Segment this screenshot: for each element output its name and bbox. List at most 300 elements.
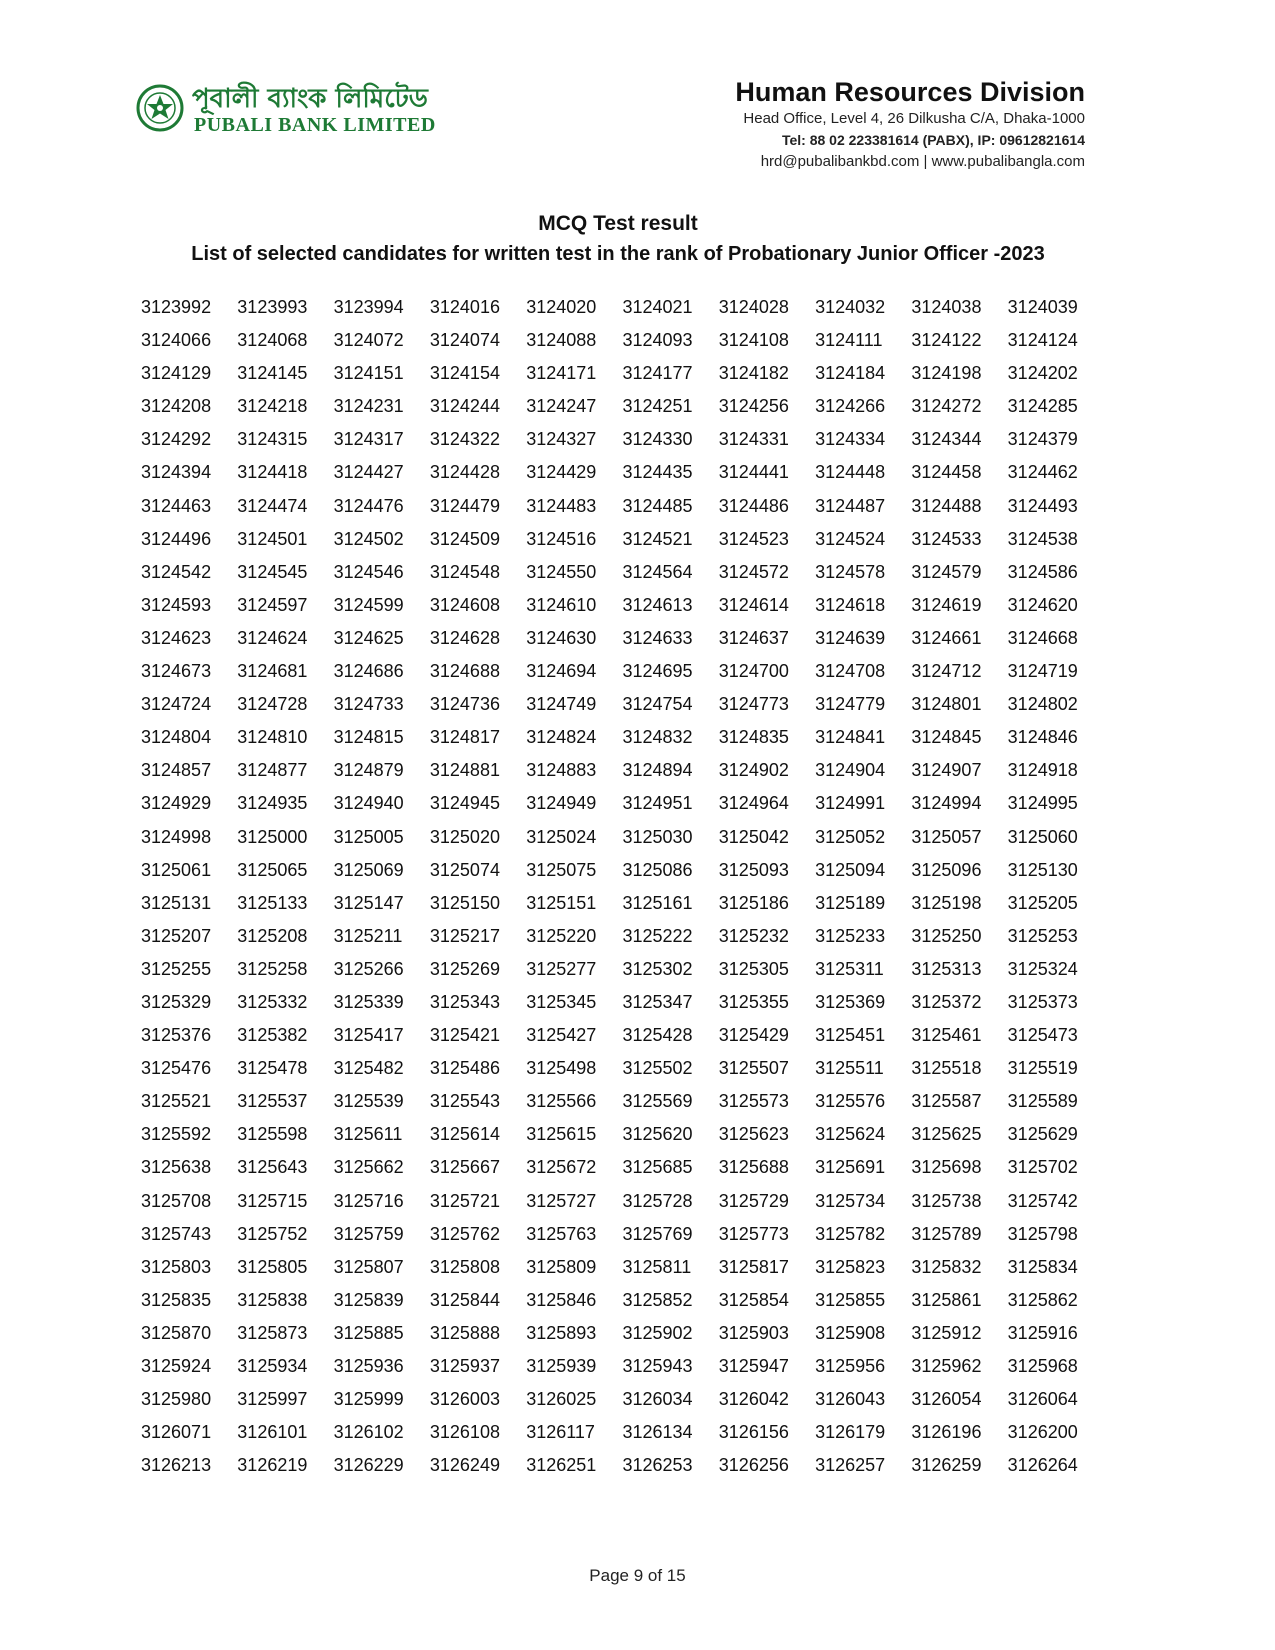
roll-number-cell: 3125258 [237,958,308,979]
roll-number-cell: 3124991 [815,793,886,814]
roll-number-cell: 3124810 [237,727,308,748]
roll-number-cell: 3125734 [815,1190,886,1211]
roll-number-cell: 3125862 [1007,1289,1078,1310]
roll-number-cell: 3125769 [622,1223,693,1244]
roll-number-cell: 3124964 [718,793,789,814]
roll-number-cell: 3124625 [333,627,404,648]
roll-number-cell: 3125539 [333,1091,404,1112]
roll-number-cell: 3125939 [526,1356,597,1376]
roll-number-cell: 3124846 [1007,727,1078,748]
roll-number-cell: 3125065 [237,859,308,880]
roll-number-cell: 3124177 [622,363,693,384]
roll-number-cell: 3126213 [141,1455,212,1476]
roll-number-cell: 3124509 [429,528,500,549]
office-address: Head Office, Level 4, 26 Dilkusha C/A, Dhaka-1000 [743,110,1085,127]
roll-number-cell: 3125519 [1007,1058,1078,1079]
roll-number-cell: 3125698 [911,1157,982,1178]
roll-number-cell: 3124429 [526,462,597,483]
roll-number-cell: 3125347 [622,991,693,1012]
roll-number-cell: 3125903 [718,1322,789,1343]
roll-number-cell: 3124835 [718,727,789,748]
roll-number-cell: 3126102 [333,1422,404,1443]
roll-number-cell: 3125233 [815,925,886,946]
roll-number-cell: 3124488 [911,495,982,516]
roll-number-cell: 3125000 [237,826,308,847]
roll-number-cell: 3125752 [237,1223,308,1244]
roll-number-cell: 3124292 [141,429,212,450]
roll-number-cell: 3125094 [815,859,886,880]
page-number: Page 9 of 15 [589,1566,686,1585]
roll-number-cell: 3125507 [718,1058,789,1079]
roll-number-cell: 3124516 [526,528,597,549]
roll-number-cell: 3125476 [141,1058,212,1079]
roll-number-cell: 3125893 [526,1322,597,1343]
roll-number-cell: 3124613 [622,594,693,615]
roll-number-cell: 3124637 [718,627,789,648]
roll-number-cell: 3126025 [526,1389,597,1410]
roll-number-cell: 3125074 [429,859,500,880]
roll-number-cell: 3124448 [815,462,886,483]
roll-number-cell: 3125729 [718,1190,789,1211]
roll-number-cell: 3124824 [526,727,597,748]
roll-number-cell: 3124462 [1007,462,1078,483]
roll-number-cell: 3125589 [1007,1091,1078,1112]
roll-number-cell: 3124521 [622,528,693,549]
roll-number-cell: 3125811 [622,1256,692,1277]
roll-number-cell: 3125131 [141,892,212,913]
roll-number-cell: 3126179 [815,1422,886,1443]
roll-number-cell: 3125721 [429,1190,500,1211]
roll-number-cell: 3125537 [237,1091,308,1112]
document-title: MCQ Test result [538,212,698,235]
roll-number-cell: 3125502 [622,1058,693,1079]
roll-number-cell: 3125250 [911,925,982,946]
roll-number-cell: 3124108 [718,330,789,351]
roll-number-cell: 3124111 [815,330,883,351]
bank-emblem-icon [136,84,184,132]
roll-number-cell: 3124857 [141,760,212,781]
roll-number-cell: 3125807 [333,1256,404,1277]
roll-number-cell: 3124502 [333,528,404,549]
roll-number-cell: 3125832 [911,1256,982,1277]
roll-number-cell: 3125672 [526,1157,597,1178]
roll-number-cell: 3124564 [622,561,693,582]
roll-number-cell: 3124315 [237,429,308,450]
roll-number-cell: 3124779 [815,694,886,715]
roll-number-cell: 3124623 [141,627,212,648]
roll-number-cell: 3124435 [622,462,693,483]
roll-number-cell: 3125738 [911,1190,982,1211]
roll-number-cell: 3125498 [526,1058,597,1079]
roll-number-cell: 3124458 [911,462,982,483]
roll-number-cell: 3125727 [526,1190,597,1211]
roll-number-cell: 3124327 [526,429,597,450]
roll-number-cell: 3124804 [141,727,212,748]
roll-number-cell: 3124694 [526,661,597,682]
roll-number-cell: 3124331 [718,429,789,450]
roll-number-cell: 3125611 [333,1124,403,1145]
roll-number-cell: 3126054 [911,1389,982,1410]
phone-line: Tel: 88 02 223381614 (PABX), IP: 09612821614 [781,132,1085,148]
roll-number-cell: 3124330 [622,429,693,450]
roll-number-cell: 3125198 [911,892,982,913]
roll-number-cell: 3125057 [911,826,982,847]
roll-number-cell: 3125133 [237,892,308,913]
roll-number-cell: 3125852 [622,1289,693,1310]
roll-number-cell: 3124129 [141,363,212,384]
roll-number-cell: 3125615 [526,1124,597,1145]
roll-number-cell: 3125186 [718,892,789,913]
roll-number-cell: 3124673 [141,661,212,682]
roll-number-cell: 3126134 [622,1422,693,1443]
roll-number-cell: 3125427 [526,1025,597,1046]
roll-number-cell: 3124068 [237,330,308,351]
roll-number-cell: 3124754 [622,694,693,715]
roll-number-cell: 3125873 [237,1322,308,1343]
roll-number-cell: 3125782 [815,1223,886,1244]
roll-number-cell: 3125908 [815,1322,886,1343]
roll-number-cell: 3124661 [911,627,982,648]
roll-number-cell: 3124066 [141,330,212,351]
roll-number-cell: 3124171 [526,363,597,384]
roll-number-cell: 3125943 [622,1356,693,1376]
roll-number-cell: 3125355 [718,991,789,1012]
roll-number-cell: 3124708 [815,661,886,682]
roll-number-cell: 3125130 [1007,859,1078,880]
roll-number-cell: 3124317 [333,429,404,450]
roll-number-cell: 3124493 [1007,495,1078,516]
roll-number-cell: 3124020 [526,297,597,317]
roll-number-cell: 3125417 [333,1025,404,1046]
roll-number-cell: 3125421 [429,1025,500,1046]
roll-number-cell: 3124202 [1007,363,1078,384]
roll-number-cell: 3125042 [718,826,789,847]
roll-number-cell: 3124894 [622,760,693,781]
roll-number-cell: 3124712 [911,661,982,682]
roll-number-cell: 3124817 [429,727,500,748]
logo-bangla-text: পূবালী ব্যাংক লিমিটেড [192,84,428,114]
roll-number-cell: 3125566 [526,1091,597,1112]
roll-number-cell: 3125742 [1007,1190,1078,1211]
roll-number-cell: 3124208 [141,396,212,417]
roll-number-cell: 3125844 [429,1289,500,1310]
roll-number-cell: 3124038 [911,297,982,317]
roll-number-cell: 3125763 [526,1223,597,1244]
roll-number-cell: 3125161 [622,892,693,913]
roll-number-cell: 3124533 [911,528,982,549]
roll-number-cell: 3125625 [911,1124,982,1145]
roll-number-cell: 3125598 [237,1124,308,1145]
roll-number-cell: 3124272 [911,396,982,417]
logo-english-text: PUBALI BANK LIMITED [194,114,436,136]
roll-number-cell: 3125587 [911,1091,982,1112]
roll-number-cell: 3124586 [1007,561,1078,582]
roll-number-cell: 3124479 [429,495,500,516]
roll-number-cell: 3124021 [622,297,693,317]
roll-number-cell: 3124599 [333,594,404,615]
roll-number-cell: 3124610 [526,594,597,615]
roll-number-cell: 3124427 [333,462,404,483]
roll-number-cell: 3124028 [718,297,789,317]
roll-number-cell: 3125947 [718,1356,789,1376]
roll-number-cell: 3124285 [1007,396,1078,417]
roll-number-cell: 3125428 [622,1025,693,1046]
roll-number-cell: 3125060 [1007,826,1078,847]
roll-number-cell: 3124945 [429,793,500,814]
roll-number-cell: 3125576 [815,1091,886,1112]
roll-number-cell: 3124394 [141,462,212,483]
roll-number-cell: 3124093 [622,330,693,351]
roll-number-cell: 3125962 [911,1356,982,1376]
roll-number-cell: 3126251 [526,1455,597,1476]
roll-number-cell: 3125189 [815,892,886,913]
roll-number-cell: 3126219 [237,1455,308,1476]
roll-number-cell: 3124579 [911,561,982,582]
roll-number-cell: 3124501 [237,528,308,549]
roll-number-cell: 3125373 [1007,991,1078,1012]
roll-number-cell: 3125269 [429,958,500,979]
roll-number-cell: 3124608 [429,594,500,615]
roll-number-cell: 3124695 [622,661,693,682]
roll-number-cell: 3125222 [622,925,693,946]
roll-number-cell: 3124198 [911,363,982,384]
roll-number-cell: 3125835 [141,1289,212,1310]
roll-number-cell: 3125798 [1007,1223,1078,1244]
roll-number-cell: 3125861 [911,1289,982,1310]
roll-number-cell: 3124628 [429,627,500,648]
roll-number-cell: 3125486 [429,1058,500,1079]
roll-number-cell: 3125624 [815,1124,886,1145]
roll-number-cell: 3124476 [333,495,404,516]
roll-number-cell: 3126200 [1007,1422,1078,1443]
roll-number-cell: 3125912 [911,1322,982,1343]
roll-number-cell: 3124483 [526,495,597,516]
roll-number-cell: 3124088 [526,330,597,351]
roll-number-cell: 3125313 [911,958,982,979]
roll-number-cell: 3124902 [718,760,789,781]
roll-number-cell: 3124441 [718,462,789,483]
roll-number-cell: 3124619 [911,594,982,615]
roll-number-cell: 3124322 [429,429,500,450]
roll-number-cell: 3124032 [815,297,886,317]
roll-number-cell: 3125024 [526,826,597,847]
roll-number-cell: 3124633 [622,627,693,648]
roll-number-cell: 3124951 [622,793,693,814]
roll-number-cell: 3125823 [815,1256,886,1277]
roll-number-cell: 3126256 [718,1455,789,1476]
roll-number-cell: 3125096 [911,859,982,880]
roll-number-cell: 3124182 [718,363,789,384]
roll-number-cell: 3125936 [333,1356,404,1376]
roll-number-cell: 3126043 [815,1389,886,1410]
roll-number-cell: 3124883 [526,760,597,781]
roll-number-cell: 3125937 [429,1356,500,1376]
roll-number-cell: 3126071 [141,1422,212,1443]
roll-number-cell: 3124686 [333,661,404,682]
roll-number-cell: 3126259 [911,1455,982,1476]
roll-number-cell: 3124247 [526,396,597,417]
roll-number-cell: 3124681 [237,661,308,682]
roll-number-cell: 3125997 [237,1389,308,1410]
roll-number-cell: 3125217 [429,925,500,946]
document-subtitle: List of selected candidates for written test in the rank of Probationary Junior Officer -2023 [191,243,1045,265]
roll-number-cell: 3124733 [333,694,404,715]
roll-number-cell: 3124072 [333,330,404,351]
roll-number-cell: 3124668 [1007,627,1078,648]
roll-number-cell: 3125885 [333,1322,404,1343]
roll-number-cell: 3124266 [815,396,886,417]
roll-number-cell: 3125061 [141,859,212,880]
roll-number-cell: 3123993 [237,297,308,317]
roll-number-cell: 3124344 [911,429,982,450]
roll-number-cell: 3124550 [526,561,597,582]
division-title: Human Resources Division [735,77,1085,107]
email-website-line: hrd@pubalibankbd.com | www.pubalibangla.com [760,153,1085,170]
roll-number-cell: 3125220 [526,925,597,946]
roll-number-cell: 3124496 [141,528,212,549]
roll-number-cell: 3125855 [815,1289,886,1310]
roll-number-cell: 3125005 [333,826,404,847]
roll-number-cell: 3125934 [237,1356,308,1376]
roll-number-cell: 3125482 [333,1058,404,1079]
roll-number-cell: 3124624 [237,627,308,648]
roll-number-cell: 3125968 [1007,1356,1078,1376]
roll-number-cell: 3124546 [333,561,404,582]
roll-number-cell: 3124832 [622,727,693,748]
roll-number-cell: 3125743 [141,1223,212,1244]
roll-number-grid [141,296,1101,1487]
roll-number-cell: 3125688 [718,1157,789,1178]
roll-number-cell: 3124801 [911,694,982,715]
roll-number-cell: 3125343 [429,991,500,1012]
roll-number-cell: 3124630 [526,627,597,648]
roll-number-cell: 3124154 [429,363,500,384]
roll-number-cell: 3125150 [429,892,500,913]
roll-number-cell: 3124815 [333,727,404,748]
roll-number-cell: 3124545 [237,561,308,582]
roll-number-cell: 3124334 [815,429,886,450]
roll-number-cell: 3125838 [237,1289,308,1310]
roll-number-cell: 3124614 [718,594,789,615]
roll-number-cell: 3125255 [141,958,212,979]
roll-number-cell: 3124935 [237,793,308,814]
roll-number-cell: 3124688 [429,661,500,682]
roll-number-cell: 3125715 [237,1190,308,1211]
roll-number-cell: 3124548 [429,561,500,582]
roll-number-cell: 3125716 [333,1190,404,1211]
roll-number-cell: 3125916 [1007,1322,1078,1343]
roll-number-cell: 3124578 [815,561,886,582]
roll-number-cell: 3124428 [429,462,500,483]
roll-number-cell: 3125205 [1007,892,1078,913]
roll-number-cell: 3125629 [1007,1124,1078,1145]
roll-number-cell: 3125473 [1007,1025,1078,1046]
roll-number-cell: 3124881 [429,760,500,781]
roll-number-cell: 3125870 [141,1322,212,1343]
roll-number-cell: 3125075 [526,859,597,880]
roll-number-cell: 3125789 [911,1223,982,1244]
roll-number-cell: 3124463 [141,495,212,516]
letterhead-contact [485,76,1085,173]
roll-number-cell: 3124145 [237,363,308,384]
roll-number-cell: 3124039 [1007,297,1078,317]
roll-number-cell: 3125478 [237,1058,308,1079]
roll-number-cell: 3126117 [526,1422,595,1443]
roll-number-cell: 3124485 [622,495,693,516]
roll-number-cell: 3124773 [718,694,789,715]
roll-number-cell: 3124904 [815,760,886,781]
roll-number-cell: 3125839 [333,1289,404,1310]
roll-number-cell: 3125211 [333,925,403,946]
roll-number-cell: 3125232 [718,925,789,946]
roll-number-cell: 3125573 [718,1091,789,1112]
roll-number-cell: 3123992 [141,297,212,317]
roll-number-cell: 3126064 [1007,1389,1078,1410]
roll-number-cell: 3125803 [141,1256,212,1277]
roll-number-cell: 3124487 [815,495,886,516]
roll-number-cell: 3126034 [622,1389,693,1410]
roll-number-cell: 3124251 [622,396,693,417]
roll-number-cell: 3125372 [911,991,982,1012]
roll-number-cell: 3125253 [1007,925,1078,946]
roll-number-cell: 3125376 [141,1025,212,1046]
bank-logo [136,78,466,138]
roll-number-cell: 3124597 [237,594,308,615]
roll-number-cell: 3125980 [141,1389,212,1410]
roll-number-cell: 3125888 [429,1322,500,1343]
roll-number-cell: 3124929 [141,793,212,814]
roll-number-cell: 3124256 [718,396,789,417]
roll-number-cell: 3125329 [141,991,212,1012]
roll-number-cell: 3125685 [622,1157,693,1178]
roll-number-cell: 3125369 [815,991,886,1012]
roll-number-cell: 3124231 [333,396,404,417]
roll-number-cell: 3125809 [526,1256,597,1277]
roll-number-cell: 3124474 [237,495,308,516]
roll-number-cell: 3125521 [141,1091,212,1112]
roll-number-cell: 3125332 [237,991,308,1012]
roll-number-cell: 3126257 [815,1455,886,1476]
roll-number-cell: 3125208 [237,925,308,946]
roll-number-cell: 3125382 [237,1025,308,1046]
roll-number-cell: 3124184 [815,363,886,384]
roll-number-cell: 3125345 [526,991,597,1012]
roll-number-cell: 3124998 [141,826,212,847]
roll-number-cell: 3126003 [429,1389,500,1410]
roll-number-cell: 3124877 [237,760,308,781]
roll-number-cell: 3125569 [622,1091,693,1112]
roll-number-cell: 3126156 [718,1422,789,1443]
roll-number-cell: 3125592 [141,1124,212,1145]
roll-number-cell: 3124728 [237,694,308,715]
roll-number-cell: 3125461 [911,1025,982,1046]
roll-number-cell: 3125708 [141,1190,212,1211]
roll-number-cell: 3125069 [333,859,404,880]
roll-number-cell: 3125691 [815,1157,886,1178]
roll-number-cell: 3124879 [333,760,404,781]
roll-number-cell: 3125147 [333,892,404,913]
roll-number-cell: 3125759 [333,1223,404,1244]
roll-number-cell: 3125662 [333,1157,404,1178]
roll-number-cell: 3124418 [237,462,308,483]
roll-number-cell: 3125854 [718,1289,789,1310]
roll-number-cell: 3124749 [526,694,597,715]
roll-number-cell: 3125805 [237,1256,308,1277]
roll-number-cell: 3125020 [429,826,500,847]
roll-number-cell: 3125451 [815,1025,886,1046]
roll-number-cell: 3124524 [815,528,886,549]
roll-number-cell: 3125846 [526,1289,597,1310]
